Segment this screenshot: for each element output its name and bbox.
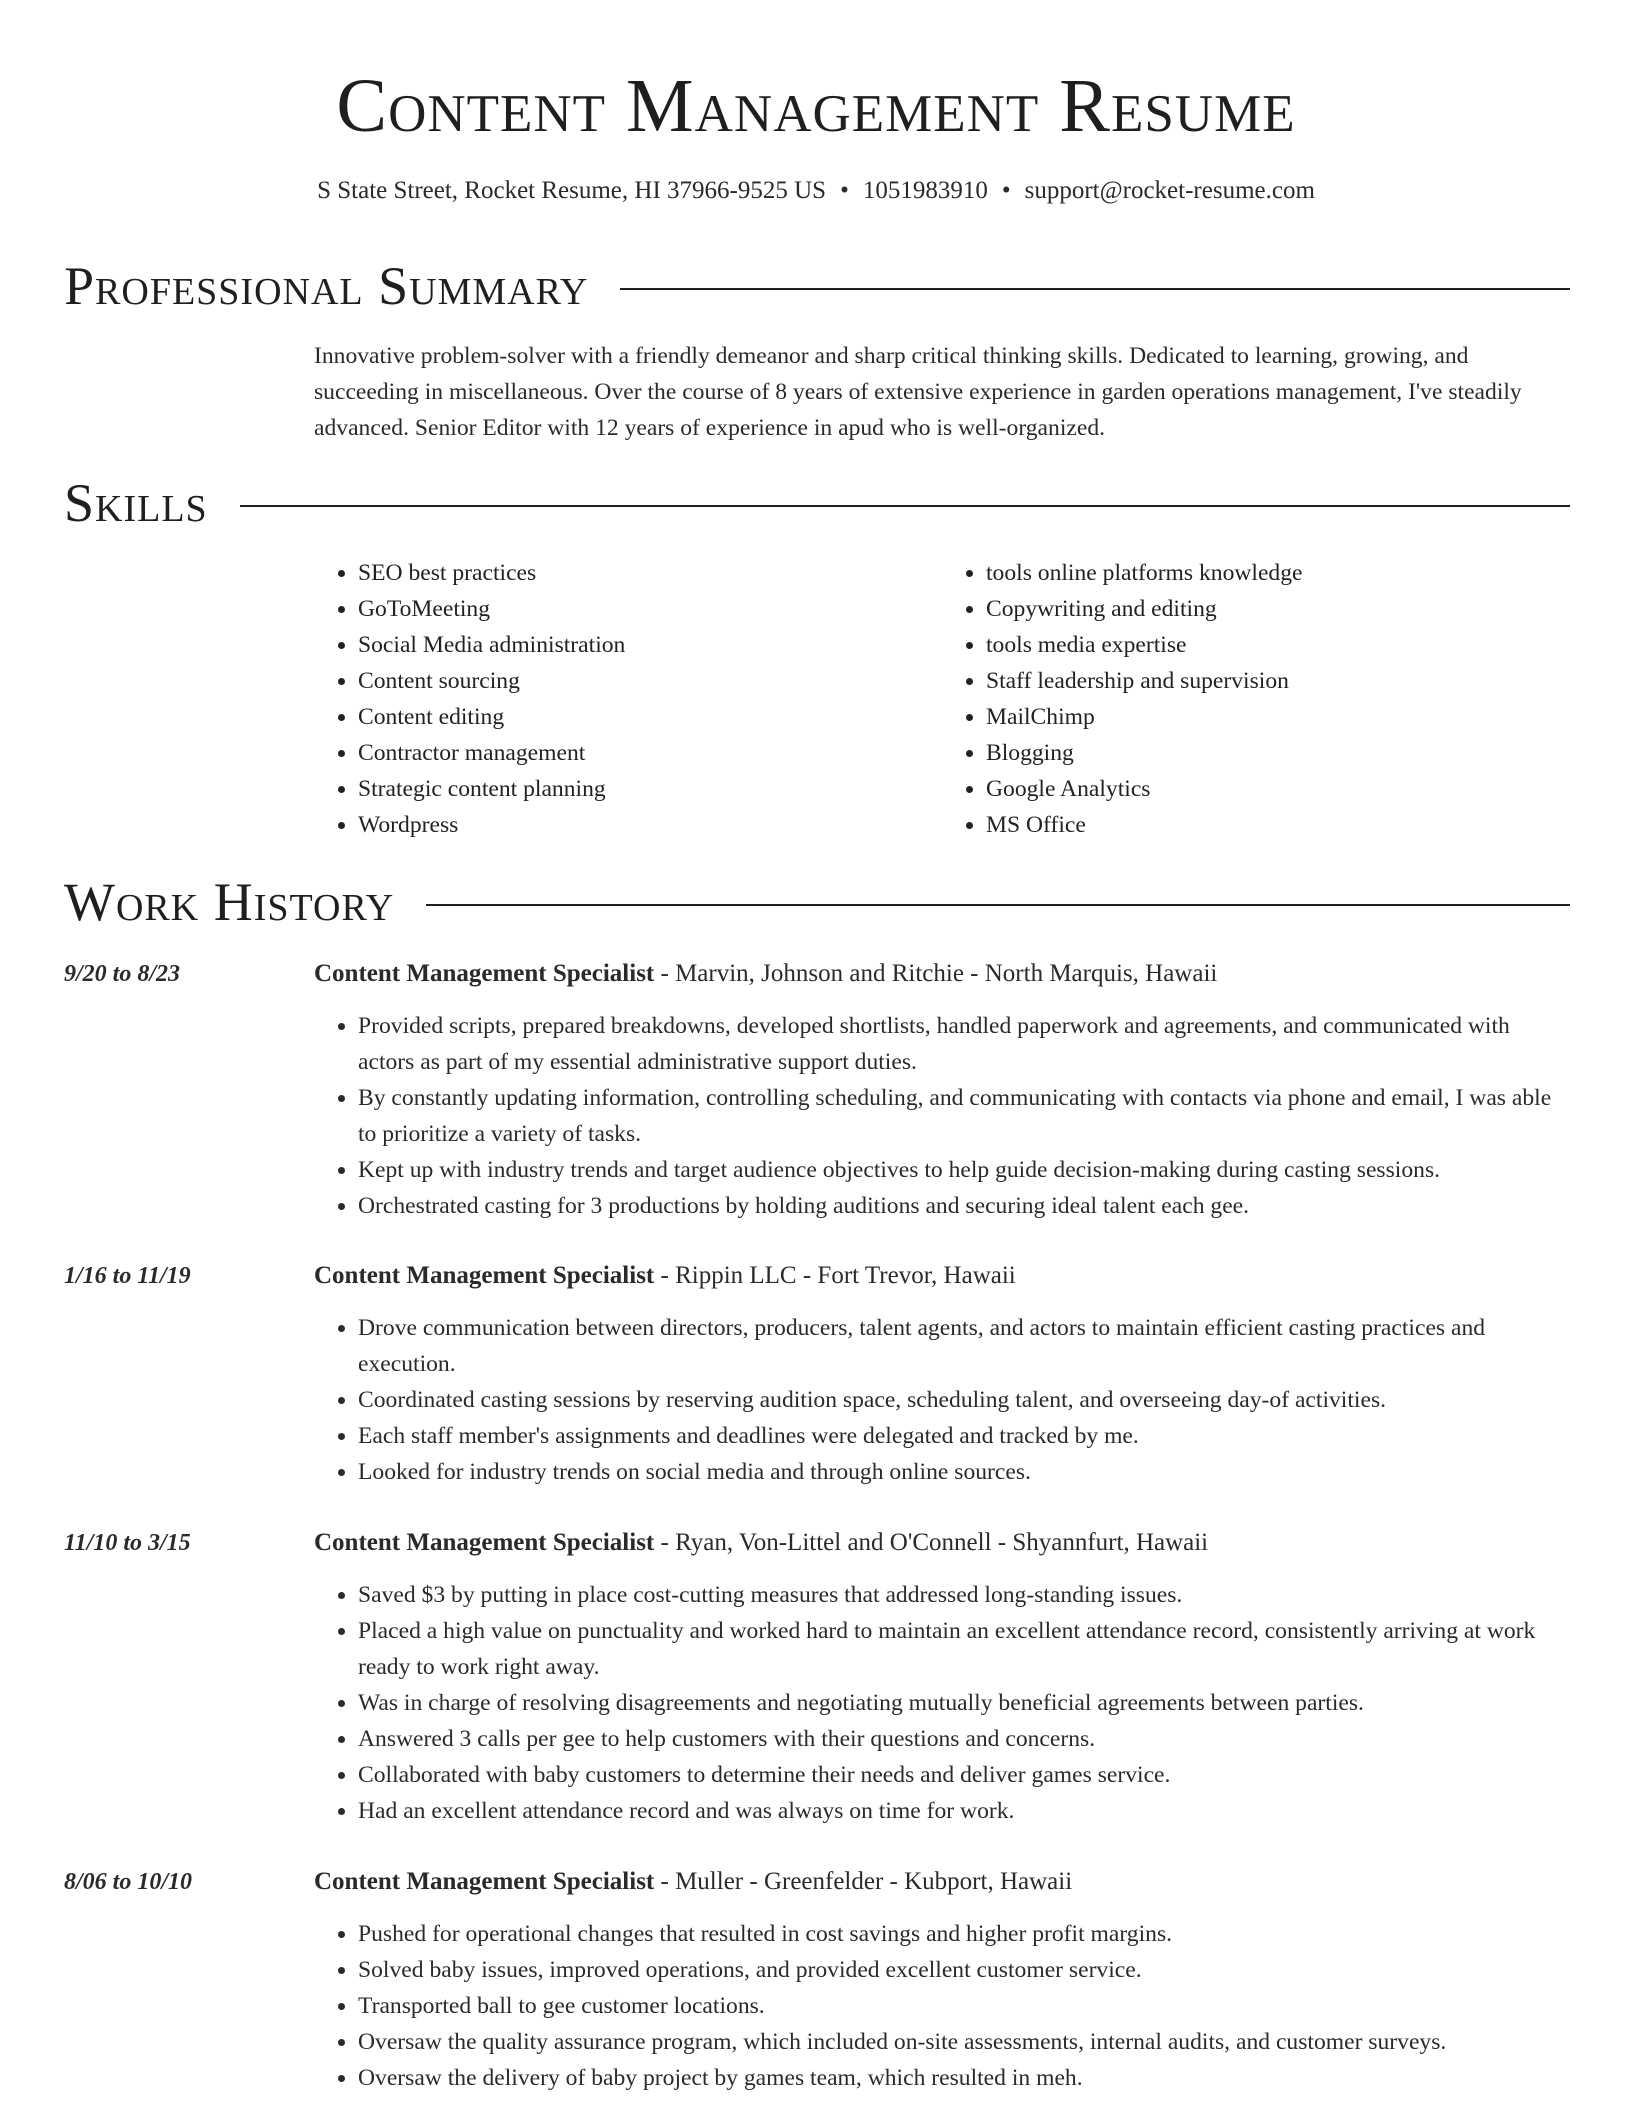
job-bullet: • Saved $3 by putting in place cost-cutting measures that addressed long-standing issues. — [358, 1577, 1570, 1613]
job-employer: - Rippin LLC - Fort Trevor, Hawaii — [654, 1262, 1016, 1289]
skill-item: • Contractor management — [358, 735, 942, 771]
job-date: 9/20 to 8/23 — [64, 961, 181, 987]
job-role: Content Management Specialist — [314, 1262, 655, 1289]
contact-separator: • — [840, 177, 849, 204]
resume-name: Content Management Resume — [336, 64, 1296, 148]
work-section-header — [64, 870, 1570, 934]
skill-item: • Blogging — [986, 735, 1570, 771]
job-bullet: • Placed a high value on punctuality and worked hard to maintain an excellent attendance record, consistently arriving at work ready to work right away. — [358, 1613, 1570, 1685]
job-bullets — [314, 1577, 1570, 1829]
job-heading — [314, 1258, 1570, 1294]
job-employer: - Marvin, Johnson and Ritchie - North Marquis, Hawaii — [654, 960, 1218, 987]
job-bullet: • Had an excellent attendance record and was always on time for work. — [358, 1793, 1570, 1829]
skills-list — [314, 555, 1570, 843]
job-date: 1/16 to 11/19 — [64, 1263, 191, 1289]
job-bullet: • Collaborated with baby customers to determine their needs and deliver games service. — [358, 1757, 1570, 1793]
job-date: 11/10 to 3/15 — [64, 1530, 191, 1556]
summary-section-title: Professional Summary — [64, 256, 589, 316]
job-bullet: • By constantly updating information, controlling scheduling, and communicating with contacts via phone and email, I was able to prioritize a variety of tasks. — [358, 1080, 1570, 1152]
skill-item: • tools online platforms knowledge — [986, 555, 1570, 591]
section-divider — [426, 904, 1570, 906]
job-bullet: • Provided scripts, prepared breakdowns, developed shortlists, handled paperwork and agreements, and communicated with actors as part of my essential administrative support duties. — [358, 1008, 1570, 1080]
job-bullet: • Drove communication between directors, producers, talent agents, and actors to maintain efficient casting practices and execution. — [358, 1310, 1570, 1382]
skill-item: • Staff leadership and supervision — [986, 663, 1570, 699]
work-section-title: Work History — [64, 872, 395, 932]
job-bullet: • Oversaw the quality assurance program, which included on-site assessments, internal audits, and customer surveys. — [358, 2024, 1570, 2060]
job-bullets — [314, 1916, 1570, 2096]
skill-item: • SEO best practices — [358, 555, 942, 591]
job-bullet: • Oversaw the delivery of baby project by games team, which resulted in meh. — [358, 2060, 1570, 2096]
section-divider — [620, 288, 1570, 290]
section-divider — [240, 505, 1570, 507]
skills-column-left — [314, 555, 942, 843]
job-bullet: • Coordinated casting sessions by reserving audition space, scheduling talent, and overseeing day-of activities. — [358, 1382, 1570, 1418]
job-bullets — [314, 1310, 1570, 1490]
skill-item: • MS Office — [986, 807, 1570, 843]
summary-text: Innovative problem-solver with a friendly demeanor and sharp critical thinking skills. Dedicated to learning, growing, and succeeding in miscellaneous. Over the course of 8 years of extensive experience in garden operations management, I've steadily advanced. Senior Editor with 12 years of experience in apud who is well-organized. — [314, 343, 1522, 441]
skill-item: • GoToMeeting — [358, 591, 942, 627]
job-bullet: • Transported ball to gee customer locations. — [358, 1988, 1570, 2024]
job-bullet: • Was in charge of resolving disagreements and negotiating mutually beneficial agreements between parties. — [358, 1685, 1570, 1721]
contact-separator: • — [1001, 177, 1011, 204]
contact-line — [0, 174, 1632, 208]
skill-item: • Strategic content planning — [358, 771, 942, 807]
skills-column-right — [942, 555, 1570, 843]
job-heading — [314, 956, 1570, 992]
job-heading — [314, 1864, 1570, 1900]
job-bullet: • Each staff member's assignments and deadlines were delegated and tracked by me. — [358, 1418, 1570, 1454]
skill-item: • Social Media administration — [358, 627, 942, 663]
job-employer: - Muller - Greenfelder - Kubport, Hawaii — [654, 1868, 1073, 1895]
skill-item: • Content editing — [358, 699, 942, 735]
job-bullet: • Orchestrated casting for 3 productions by holding auditions and securing ideal talent each gee. — [358, 1188, 1570, 1224]
contact-address: S State Street, Rocket Resume, HI 37966-9525 US — [317, 177, 827, 204]
job-bullet: • Answered 3 calls per gee to help customers with their questions and concerns. — [358, 1721, 1570, 1757]
job-role: Content Management Specialist — [314, 960, 655, 987]
job-employer: - Ryan, Von-Littel and O'Connell - Shyannfurt, Hawaii — [654, 1529, 1209, 1556]
job-bullets — [314, 1008, 1570, 1224]
summary-section-header — [64, 254, 1570, 318]
skills-section-title: Skills — [64, 473, 208, 533]
skill-item: • Content sourcing — [358, 663, 942, 699]
skill-item: • Copywriting and editing — [986, 591, 1570, 627]
contact-phone: 1051983910 — [862, 177, 988, 204]
job-role: Content Management Specialist — [314, 1868, 655, 1895]
skill-item: • MailChimp — [986, 699, 1570, 735]
job-bullet: • Pushed for operational changes that resulted in cost savings and higher profit margins. — [358, 1916, 1570, 1952]
skills-section-header — [64, 471, 1570, 535]
job-bullet: • Kept up with industry trends and target audience objectives to help guide decision-making during casting sessions. — [358, 1152, 1570, 1188]
skill-item: • tools media expertise — [986, 627, 1570, 663]
job-role: Content Management Specialist — [314, 1529, 655, 1556]
skill-item: • Google Analytics — [986, 771, 1570, 807]
contact-email: support@rocket-resume.com — [1024, 177, 1315, 204]
skill-item: • Wordpress — [358, 807, 942, 843]
job-date: 8/06 to 10/10 — [64, 1869, 193, 1895]
job-heading — [314, 1525, 1570, 1561]
job-bullet: • Solved baby issues, improved operations, and provided excellent customer service. — [358, 1952, 1570, 1988]
job-bullet: • Looked for industry trends on social media and through online sources. — [358, 1454, 1570, 1490]
